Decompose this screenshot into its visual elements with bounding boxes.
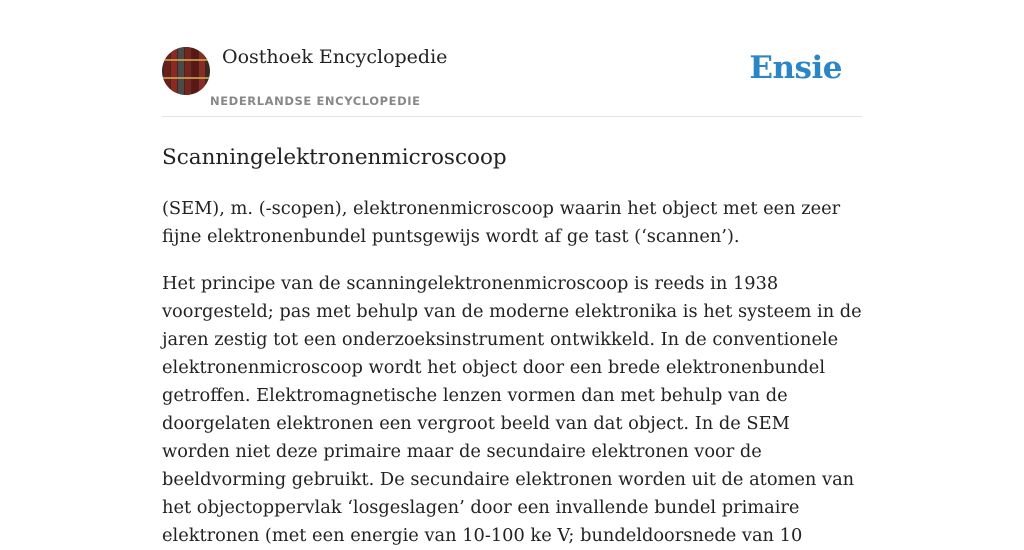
site-name-link[interactable]: Oosthoek Encyclopedie [222,46,448,68]
site-header [162,0,862,117]
page [162,0,862,550]
encyclopedia-avatar[interactable] [162,47,210,95]
site-subtitle: NEDERLANDSE ENCYCLOPEDIE [210,94,421,108]
article-paragraph-definition: (SEM), m. (-scopen), elektronenmicroscoop waarin het object met een zeer fijne elektronenbundel puntsgewijs wordt af ge tast (‘scannen’). [162,198,841,247]
article-paragraph-body: Het principe van de scanningelektronenmicroscoop is reeds in 1938 voorgesteld; pas met behulp van de moderne elektronika is het systeem in de jaren zestig tot een onderzoeksinstrument ontwikkeld. In de conventionele elektronenmicroscoop wordt het object door een brede elektronenbundel getroffen. Elektromagnetische lenzen vormen dan met behulp van de doorgelaten elektronen een vergroot beeld van dat object. In de SEM worden niet deze primaire maar de secundaire elektronen voor de beeldvorming gebruikt. De secundaire elektronen worden uit de atomen van het objectoppervlak ‘losgeslagen’ door een invallende bundel primaire elektronen (met een energie van 10-100 ke V; bundeldoorsnede van 10 [162,273,862,546]
ensie-logo[interactable]: Ensie [749,50,842,86]
article-title: Scanningelektronenmicroscoop [162,145,507,170]
